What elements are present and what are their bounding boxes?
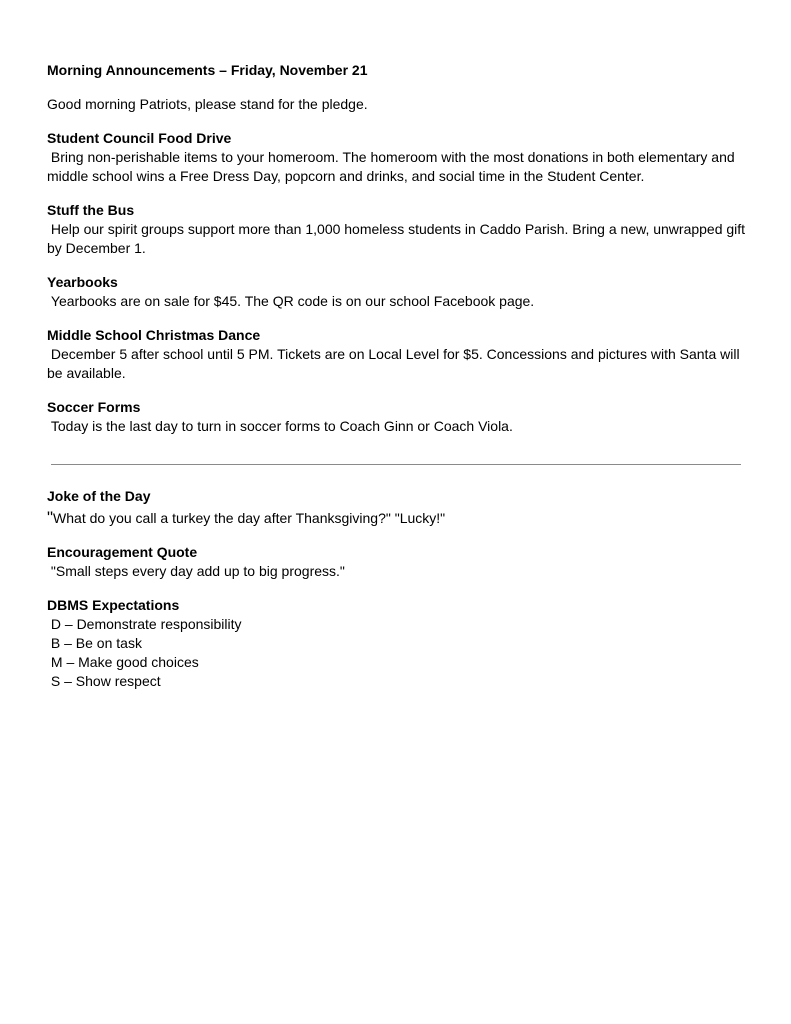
list-item: D – Demonstrate responsibility — [47, 616, 242, 632]
section-heading: Soccer Forms — [47, 399, 141, 415]
section-stuff-the-bus — [47, 201, 747, 258]
section-body: Help our spirit groups support more than 1,000 homeless students in Caddo Parish. Bring a new, unwrapped gift by December 1. — [47, 221, 749, 256]
joke-body: What do you call a turkey the day after Thanksgiving?" "Lucky!" — [53, 510, 446, 526]
section-body: Today is the last day to turn in soccer forms to Coach Ginn or Coach Viola. — [47, 418, 513, 434]
horizontal-divider — [51, 464, 741, 465]
section-joke-of-the-day — [47, 487, 747, 528]
section-heading: DBMS Expectations — [47, 597, 180, 613]
list-item: B – Be on task — [47, 635, 142, 651]
document-title: Morning Announcements – Friday, November 21 — [47, 62, 368, 78]
section-yearbooks — [47, 273, 747, 311]
section-heading: Stuff the Bus — [47, 202, 135, 218]
section-heading: Student Council Food Drive — [47, 130, 232, 146]
section-soccer-forms — [47, 398, 747, 436]
section-body: December 5 after school until 5 PM. Tickets are on Local Level for $5. Concessions and pictures with Santa will be available. — [47, 346, 744, 381]
section-heading: Joke of the Day — [47, 488, 151, 504]
section-heading: Yearbooks — [47, 274, 118, 290]
section-heading: Encouragement Quote — [47, 544, 198, 560]
greeting-text: Good morning Patriots, please stand for the pledge. — [47, 96, 368, 112]
list-item: S – Show respect — [47, 673, 161, 689]
expectations-list — [47, 615, 747, 691]
joke-open-quote: " — [47, 508, 54, 527]
list-item: M – Make good choices — [47, 654, 199, 670]
section-christmas-dance — [47, 326, 747, 383]
section-body: Yearbooks are on sale for $45. The QR code is on our school Facebook page. — [47, 293, 535, 309]
section-dbms-expectations — [47, 596, 747, 691]
quote-text: "Small steps every day add up to big progress." — [47, 563, 345, 579]
announcement-document — [47, 61, 747, 691]
section-food-drive — [47, 129, 747, 186]
section-heading: Middle School Christmas Dance — [47, 327, 261, 343]
joke-text — [47, 508, 747, 528]
section-encouragement-quote — [47, 543, 747, 581]
section-body: Bring non-perishable items to your homeroom. The homeroom with the most donations in both elementary and middle school wins a Free Dress Day, popcorn and drinks, and social time in the Student Center. — [47, 149, 739, 184]
